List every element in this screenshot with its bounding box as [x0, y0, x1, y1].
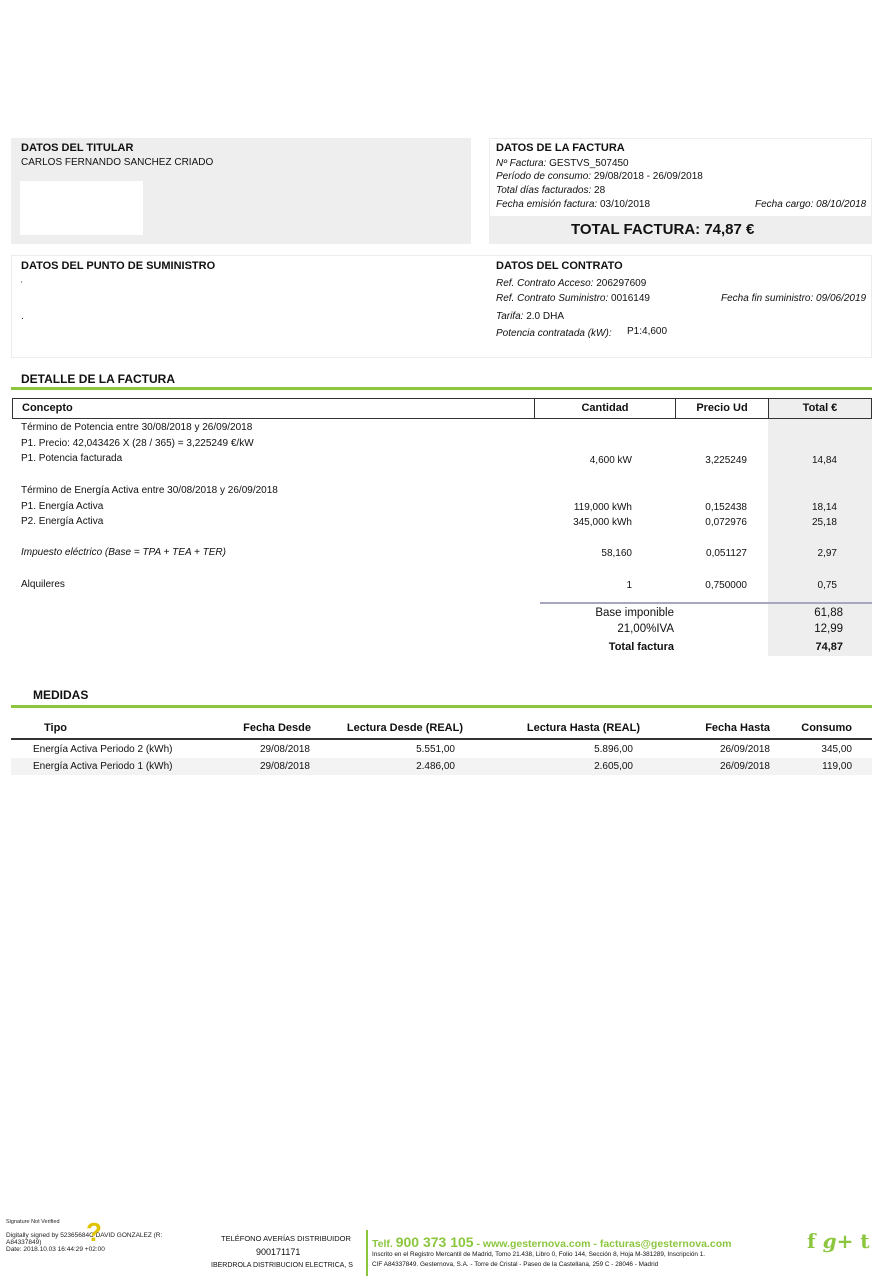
- row-precio: 3,225249: [705, 455, 747, 466]
- web-email[interactable]: - www.gesternova.com - facturas@gesternova.com: [476, 1238, 732, 1250]
- suministro-line2: .: [21, 311, 24, 322]
- factura-emision: Fecha emisión factura: 03/10/2018: [496, 199, 651, 210]
- table-row-consumo: 345,00: [821, 744, 852, 755]
- medidas-header-tipo: Tipo: [44, 722, 68, 734]
- averias-phone: 900171171: [256, 1247, 301, 1257]
- medidas-heading: MEDIDAS: [33, 688, 89, 702]
- medidas-header-fecha-desde: Fecha Desde: [243, 722, 311, 734]
- medidas-header-lectura-hasta: Lectura Hasta (REAL): [526, 722, 640, 734]
- total-value: 74,87: [815, 641, 843, 653]
- medidas-header-lectura-desde: Lectura Desde (REAL): [346, 722, 463, 734]
- row-precio: 0,072976: [705, 517, 747, 528]
- titular-heading: DATOS DEL TITULAR: [21, 142, 134, 154]
- header-total: Total €: [768, 398, 872, 419]
- row-precio: 0,051127: [706, 548, 747, 559]
- table-row-lectura-desde: 5.551,00: [416, 744, 455, 755]
- table-row-fecha-desde: 29/08/2018: [259, 744, 310, 755]
- cif-text: CIF A84337849. Gesternova, S.A. - Torre de Cristal - Paseo de la Castellana, 259 C - 28046 - Madrid: [372, 1261, 659, 1268]
- header-concepto: Concepto: [12, 398, 535, 419]
- row-concepto: P2. Energía Activa: [21, 516, 104, 527]
- contact-line: [372, 1234, 731, 1250]
- suministro-heading: DATOS DEL PUNTO DE SUMINISTRO: [21, 260, 216, 272]
- table-row-lectura-desde: 2.486,00: [416, 761, 455, 772]
- base-label: Base imponible: [595, 607, 674, 619]
- redacted-address: [20, 181, 143, 235]
- table-row-lectura-hasta: 2.605,00: [594, 761, 633, 772]
- energia-title: Término de Energía Activa entre 30/08/2018 y 26/09/2018: [21, 485, 278, 496]
- averias-label: TELÉFONO AVERÍAS DISTRIBUIDOR: [221, 1234, 351, 1243]
- signature-line1: Digitally signed by 52365684C DAVID GONZALEZ (R:: [6, 1232, 163, 1239]
- table-row-lectura-hasta: 5.896,00: [594, 744, 633, 755]
- row-precio: 0,152438: [705, 502, 747, 513]
- potencia-precio: P1. Precio: 42,043426 X (28 / 365) = 3,225249 €/kW: [21, 438, 254, 449]
- medidas-header-fecha-hasta: Fecha Hasta: [705, 722, 770, 734]
- contrato-potencia-label: Potencia contratada (kW):: [496, 328, 612, 339]
- row-total: 18,14: [811, 502, 837, 513]
- social-icons: [807, 1229, 870, 1253]
- detalle-rule: [11, 387, 872, 390]
- medidas-rule: [11, 705, 872, 708]
- footer-divider: [366, 1230, 368, 1276]
- base-value: 61,88: [814, 607, 843, 619]
- totals-rule: [540, 602, 872, 604]
- medidas-header-consumo: Consumo: [801, 722, 852, 734]
- row-total: 25,18: [811, 517, 837, 528]
- google-plus-icon[interactable]: g+: [822, 1229, 854, 1253]
- row-cantidad: 119,000 kWh: [573, 502, 632, 513]
- table-row-tipo: Energía Activa Periodo 2 (kWh): [33, 744, 173, 755]
- total-label: Total factura: [608, 641, 674, 653]
- contrato-tarifa: Tarifa: 2.0 DHA: [496, 311, 564, 322]
- factura-cargo: Fecha cargo: 08/10/2018: [755, 199, 867, 210]
- row-concepto: P1. Energía Activa: [21, 501, 104, 512]
- contrato-potencia: P1:4,600: [627, 326, 668, 337]
- row-total: 14,84: [811, 455, 837, 466]
- contrato-heading: DATOS DEL CONTRATO: [496, 260, 623, 272]
- row-cantidad: 58,160: [601, 548, 632, 559]
- total-factura: TOTAL FACTURA: 74,87 €: [571, 221, 755, 238]
- contrato-suministro: Ref. Contrato Suministro: 0016149: [496, 293, 650, 304]
- row-total: 0,75: [817, 580, 837, 591]
- contrato-acceso: Ref. Contrato Acceso: 206297609: [496, 278, 647, 289]
- iva-label: 21,00%IVA: [617, 623, 674, 635]
- telf-label: Telf.: [372, 1238, 393, 1250]
- signature-line3: Date: 2018.10.03 16:44:29 +02:00: [6, 1246, 105, 1253]
- row-cantidad: 4,600 kW: [589, 455, 632, 466]
- header-precio: Precio Ud: [675, 398, 769, 419]
- medidas-header-rule: [11, 738, 872, 740]
- signature-not-verified: Signature Not Verified: [6, 1219, 60, 1225]
- header-cantidad: Cantidad: [534, 398, 676, 419]
- row-concepto: Alquileres: [21, 579, 65, 590]
- table-row-fecha-desde: 29/08/2018: [259, 761, 310, 772]
- table-row-fecha-hasta: 26/09/2018: [719, 744, 770, 755]
- row-precio: 0,750000: [705, 580, 747, 591]
- factura-numero: Nº Factura: GESTVS_507450: [496, 158, 629, 169]
- table-row-fecha-hasta: 26/09/2018: [719, 761, 770, 772]
- distribuidor-name: IBERDROLA DISTRIBUCION ELECTRICA, S: [211, 1262, 353, 1269]
- titular-name: CARLOS FERNANDO SANCHEZ CRIADO: [21, 157, 214, 168]
- factura-heading: DATOS DE LA FACTURA: [496, 142, 625, 154]
- table-row-consumo: 119,00: [822, 761, 852, 772]
- suministro-line1: ‚: [21, 277, 23, 284]
- signature-question-icon[interactable]: ?: [86, 1217, 102, 1247]
- potencia-title: Término de Potencia entre 30/08/2018 y 26/09/2018: [21, 422, 253, 433]
- row-concepto: Impuesto eléctrico (Base = TPA + TEA + TER): [21, 547, 226, 558]
- factura-dias: Total días facturados: 28: [496, 185, 606, 196]
- factura-periodo: Período de consumo: 29/08/2018 - 26/09/2018: [496, 171, 703, 182]
- signature-line2: A84337849): [6, 1239, 42, 1246]
- facebook-icon[interactable]: f: [807, 1229, 816, 1253]
- registro-text: Inscrito en el Registro Mercantil de Madrid, Tomo 21.438, Libro 0, Folio 144, Sección 8, Hoja M-381289, Inscripción 1.: [372, 1251, 706, 1258]
- row-cantidad: 345,000 kWh: [573, 517, 632, 528]
- iva-value: 12,99: [814, 623, 843, 635]
- row-cantidad: 1: [626, 580, 632, 591]
- twitter-icon[interactable]: t: [860, 1229, 870, 1253]
- contrato-fin: Fecha fin suministro: 09/06/2019: [721, 293, 867, 304]
- table-row-tipo: Energía Activa Periodo 1 (kWh): [33, 761, 173, 772]
- row-total: 2,97: [817, 548, 837, 559]
- row-concepto: P1. Potencia facturada: [21, 453, 123, 464]
- telf-number[interactable]: 900 373 105: [395, 1234, 474, 1250]
- detalle-heading: DETALLE DE LA FACTURA: [21, 372, 175, 386]
